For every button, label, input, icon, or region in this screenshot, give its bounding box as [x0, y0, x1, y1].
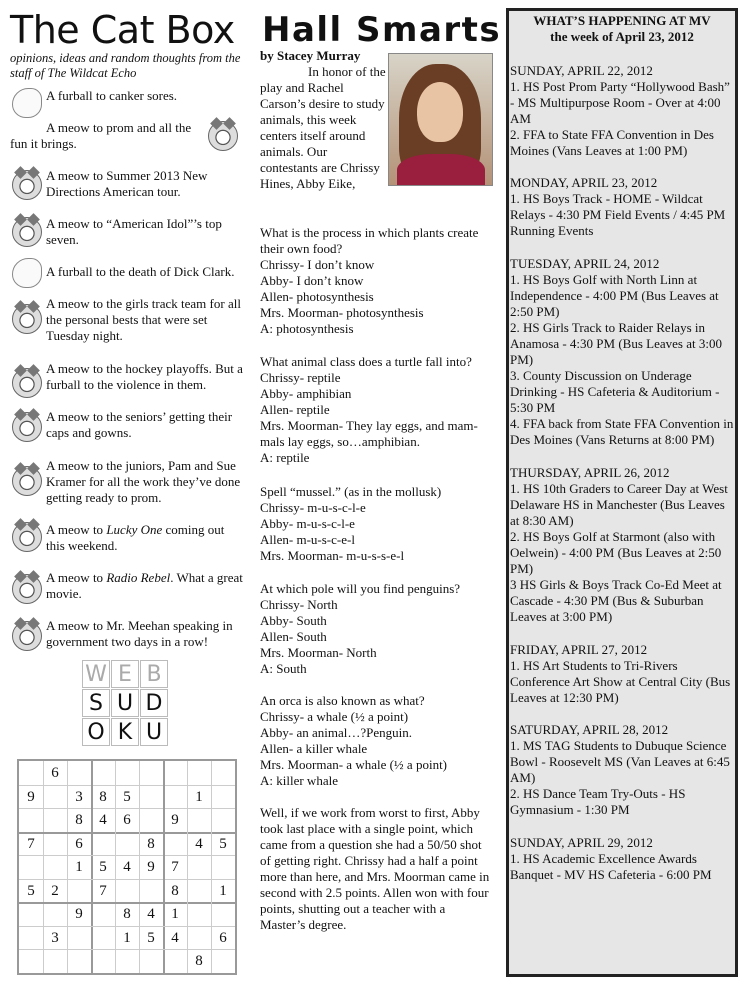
quiz-question: [260, 225, 490, 337]
calendar-subtitle: the week of April 23, 2012: [550, 29, 694, 44]
logo-letter: D: [140, 689, 168, 717]
sudoku-cell[interactable]: [43, 785, 67, 809]
sudoku-cell: 1: [195, 788, 203, 805]
sudoku-cell: 6: [51, 765, 59, 781]
sudoku-cell[interactable]: [43, 949, 67, 973]
logo-letter: W: [82, 660, 110, 688]
quiz-question: [260, 484, 490, 564]
sudoku-cell: 4: [195, 835, 203, 852]
intro-text: [260, 64, 386, 192]
logo-letter: U: [111, 689, 139, 717]
sudoku-cell[interactable]: [19, 761, 43, 785]
quiz-line: Allen- reptile: [260, 402, 330, 417]
sudoku-cell: 8: [99, 788, 107, 805]
quiz-line: Abby- an animal…?Penguin.: [260, 725, 412, 740]
calendar-day-heading: SATURDAY, APRIL 28, 2012: [510, 722, 669, 737]
sudoku-cell: 9: [147, 859, 155, 876]
events-calendar: [506, 8, 738, 977]
quiz-line: Abby- South: [260, 613, 327, 628]
sudoku-cell[interactable]: [19, 808, 43, 832]
sudoku-cell: 5: [27, 882, 35, 899]
calendar-day-heading: SUNDAY, APRIL 22, 2012: [510, 63, 653, 78]
quiz-question: [260, 354, 490, 466]
sudoku-cell[interactable]: [67, 949, 91, 973]
sudoku-cell: 4: [147, 906, 155, 923]
sudoku-cell: 6: [123, 812, 131, 829]
calendar-event: 3. County Discussion on Underage Drinking - HS Cafeteria & Auditorium - 5:30 PM: [510, 368, 720, 415]
hall-smarts-title: Hall Smarts: [262, 10, 502, 50]
calendar-event: 1. HS Boys Track - HOME - Wildcat Relays - 4:30 PM Field Events / 4:45 PM Running Events: [510, 191, 726, 238]
cat-box-item: [10, 522, 246, 554]
calendar-event: 2. HS Boys Golf at Starmont (also with Oelwein) - 4:00 PM (Bus Leaves at 2:50 PM): [510, 529, 722, 576]
calendar-day-heading: SUNDAY, APRIL 29, 2012: [510, 835, 653, 850]
cat-box-item: [10, 264, 248, 280]
sudoku-cell: 3: [75, 788, 83, 805]
quiz-line: Mrs. Moorman- North: [260, 645, 377, 660]
sudoku-cell[interactable]: [211, 902, 235, 926]
quiz-line: Mrs. Moorman- m-u-s-s-e-l: [260, 548, 405, 563]
author-photo: [388, 53, 493, 186]
sudoku-cell[interactable]: [91, 832, 115, 856]
cat-box-item-text: A meow to the juniors, Pam and Sue Kramer for all the work they’ve done getting ready to prom.: [46, 458, 241, 505]
sudoku-cell: 1: [171, 906, 179, 923]
sudoku-cell[interactable]: [43, 855, 67, 879]
sudoku-cell[interactable]: [91, 761, 115, 785]
quiz-line: Abby- amphibian: [260, 386, 352, 401]
sudoku-cell: 2: [51, 882, 59, 899]
sudoku-cell: 9: [75, 906, 83, 923]
sudoku-cell[interactable]: [115, 879, 139, 903]
quiz-line: Allen- photosynthesis: [260, 289, 374, 304]
sudoku-cell: 5: [123, 788, 131, 805]
sudoku-cell: 4: [123, 859, 131, 876]
sudoku-cell[interactable]: [211, 808, 235, 832]
cat-box-item-text: A furball to the death of Dick Clark.: [46, 264, 235, 279]
sudoku-cell[interactable]: [211, 761, 235, 785]
sudoku-cell: 4: [99, 812, 107, 829]
quiz-line: A: killer whale: [260, 773, 338, 788]
sudoku-cell[interactable]: [163, 761, 187, 785]
sudoku-cell: 9: [27, 788, 35, 805]
sudoku-cell[interactable]: [187, 926, 211, 950]
calendar-day-heading: MONDAY, APRIL 23, 2012: [510, 175, 658, 190]
calendar-title: WHAT’S HAPPENING AT MV: [533, 13, 711, 28]
sudoku-cell[interactable]: [67, 761, 91, 785]
sudoku-cell[interactable]: [139, 879, 163, 903]
logo-letter: O: [82, 718, 110, 746]
cat-box-item-text: A furball to canker sores.: [46, 88, 178, 103]
quiz-line: A: South: [260, 661, 307, 676]
sudoku-cell: 7: [27, 835, 35, 852]
sudoku-cell: 1: [123, 929, 131, 946]
cat-box-item: [10, 120, 210, 152]
sudoku-cell[interactable]: [211, 855, 235, 879]
quiz-line: Abby- m-u-s-c-l-e: [260, 516, 355, 531]
cat-box-item-text: coming out this weekend.: [46, 522, 225, 553]
calendar-day-heading: FRIDAY, APRIL 27, 2012: [510, 642, 648, 657]
sudoku-cell[interactable]: [19, 949, 43, 973]
quiz-line: Allen- a killer whale: [260, 741, 368, 756]
sudoku-cell[interactable]: [67, 879, 91, 903]
movie-title: Lucky One: [106, 522, 163, 537]
quiz-line: Allen- South: [260, 629, 327, 644]
calendar-event: 2. HS Dance Team Try-Outs - HS Gymnasium - 1:30 PM: [510, 786, 686, 817]
sudoku-cell[interactable]: [187, 808, 211, 832]
calendar-day: [509, 835, 736, 883]
sudoku-cell[interactable]: [67, 926, 91, 950]
cat-box-item-text: A meow to Mr. Meehan speaking in government two days in a row!: [46, 618, 233, 649]
quiz-line: At which pole will you find penguins?: [260, 581, 461, 596]
wildcat-icon: [208, 121, 238, 151]
quiz-line: What is the process in which plants create: [260, 225, 479, 240]
calendar-event: 1. HS 10th Graders to Career Day at West Delaware HS in Manchester (Bus Leaves at 8:30 AM): [510, 481, 728, 528]
cat-box-item-text: A meow to: [46, 522, 107, 537]
cat-box-item: [10, 570, 246, 602]
cat-box-item: [10, 168, 236, 200]
byline: by Stacey Murray: [260, 48, 361, 63]
cat-box-item-text: A meow to: [46, 570, 107, 585]
calendar-event: 1. HS Academic Excellence Awards Banquet - MV HS Cafeteria - 6:00 PM: [510, 851, 712, 882]
sudoku-cell: 6: [219, 929, 227, 946]
calendar-event: 1. HS Boys Golf with North Linn at Independence - 4:00 PM (Bus Leaves at 2:50 PM): [510, 272, 719, 319]
cat-box-item-text: A meow to prom and all the fun it brings.: [10, 120, 192, 151]
sudoku-cell[interactable]: [187, 902, 211, 926]
cat-box-item: [10, 458, 246, 506]
cat-box-subtitle-text: opinions, ideas and random thoughts from the staff of: [10, 51, 241, 80]
sudoku-cell[interactable]: [187, 855, 211, 879]
calendar-event: 1. HS Art Students to Tri-Rivers Conference Art Show at Central City (Bus Leaves at 12:30 PM): [510, 658, 731, 705]
sudoku-cell[interactable]: [43, 832, 67, 856]
quiz-line: their own food?: [260, 241, 343, 256]
cat-box-item-text: A meow to Summer 2013 New Directions American tour.: [46, 168, 208, 199]
quiz-line: Mrs. Moorman- They lay eggs, and mam-: [260, 418, 478, 433]
sudoku-cell[interactable]: [163, 785, 187, 809]
quiz-line: Abby- I don’t know: [260, 273, 364, 288]
calendar-event: 3 HS Girls & Boys Track Co-Ed Meet at Cascade - 4:30 PM (Bus & Suburban Leaves at 3:00 PM): [510, 577, 722, 624]
sudoku-cell: 1: [219, 882, 227, 899]
calendar-event: 2. FFA to State FFA Convention in Des Moines (Vans Leaves at 1:00 PM): [510, 127, 714, 158]
sudoku-cell[interactable]: [115, 832, 139, 856]
web-sudoku-logo: [82, 660, 168, 748]
logo-letter: B: [140, 660, 168, 688]
quiz-question: [260, 693, 490, 789]
calendar-day: [509, 63, 736, 159]
calendar-event: 1. MS TAG Students to Dubuque Science Bowl - Roosevelt MS (Van Leaves at 6:45 AM): [510, 738, 730, 785]
sudoku-cell[interactable]: [43, 902, 67, 926]
sudoku-cell[interactable]: [91, 949, 115, 973]
sudoku-cell: 4: [171, 929, 179, 946]
sudoku-cell: 3: [51, 929, 59, 946]
logo-letter: S: [82, 689, 110, 717]
quiz-line: Chrissy- reptile: [260, 370, 341, 385]
calendar-day-heading: THURSDAY, APRIL 26, 2012: [510, 465, 670, 480]
logo-letter: U: [140, 718, 168, 746]
publication-name: The Wildcat Echo: [47, 66, 137, 80]
cat-box-item-text: A meow to the seniors’ getting their caps and gowns.: [46, 409, 233, 440]
sudoku-cell[interactable]: [19, 902, 43, 926]
cat-box-item-text: A meow to the girls track team for all the personal bests that were set Tuesday night.: [46, 296, 241, 343]
sudoku-cell[interactable]: [211, 949, 235, 973]
sudoku-cell: 9: [171, 812, 179, 829]
quiz-line: Mrs. Moorman- a whale (½ a point): [260, 757, 448, 772]
sudoku-cell: 1: [75, 859, 83, 876]
quiz-line: mals lay eggs, so…amphibian.: [260, 434, 420, 449]
sudoku-cell: 8: [147, 835, 155, 852]
sudoku-cell: 7: [171, 859, 179, 876]
calendar-day: [509, 256, 736, 448]
calendar-event: 4. FFA back from State FFA Convention in Des Moines (Vans Returns at 8:00 PM): [510, 416, 734, 447]
calendar-day: [509, 175, 736, 239]
intro-paragraph: In honor of the play and Rachel Carson’s desire to study animals, this week centers itself around animals. Our contestants are Chrissy Hines, Abby Eike,: [260, 64, 386, 191]
quiz-line: What animal class does a turtle fall into?: [260, 354, 472, 369]
cat-box-item: [10, 296, 246, 344]
sudoku-cell: 8: [171, 882, 179, 899]
sudoku-cell: 6: [75, 835, 83, 852]
cat-box-item: [10, 409, 248, 441]
sudoku-cell[interactable]: [139, 808, 163, 832]
sudoku-cell: 5: [99, 859, 107, 876]
quiz-line: Chrissy- I don’t know: [260, 257, 375, 272]
sudoku-cell[interactable]: [19, 926, 43, 950]
sudoku-cell: 8: [195, 953, 203, 970]
quiz-line: Spell “mussel.” (as in the mollusk): [260, 484, 442, 499]
sudoku-cell[interactable]: [19, 855, 43, 879]
sudoku-cell[interactable]: [139, 785, 163, 809]
cat-box-item: [10, 618, 248, 650]
logo-letter: E: [111, 660, 139, 688]
sudoku-cell[interactable]: [91, 902, 115, 926]
sudoku-cell: 5: [147, 929, 155, 946]
quiz-line: Chrissy- a whale (½ a point): [260, 709, 409, 724]
sudoku-cell[interactable]: [187, 761, 211, 785]
cat-box-item-text: . What a great movie.: [46, 570, 243, 601]
quiz-line: An orca is also known as what?: [260, 693, 425, 708]
calendar-day: [509, 642, 736, 706]
calendar-day: [509, 722, 736, 818]
quiz-line: Chrissy- North: [260, 597, 338, 612]
quiz-line: Chrissy- m-u-s-c-l-e: [260, 500, 366, 515]
movie-title: Radio Rebel: [106, 570, 171, 585]
sudoku-cell[interactable]: [115, 761, 139, 785]
quiz-line: A: reptile: [260, 450, 310, 465]
sudoku-cell[interactable]: [43, 808, 67, 832]
cat-box-subtitle: [10, 51, 250, 81]
cat-box-item-text: A meow to “American Idol”’s top seven.: [46, 216, 222, 247]
sudoku-cell: 7: [99, 882, 107, 899]
cat-box-item: [10, 361, 248, 393]
calendar-event: 1. HS Post Prom Party “Hollywood Bash” - MS Multipurpose Room - Over at 4:00 AM: [510, 79, 730, 126]
sudoku-cell[interactable]: [139, 761, 163, 785]
sudoku-cell[interactable]: [115, 949, 139, 973]
cat-box-item-text: A meow to the hockey playoffs. But a furball to the violence in them.: [46, 361, 243, 392]
sudoku-cell: 8: [123, 906, 131, 923]
cat-box-item: [10, 216, 236, 248]
quiz-question: [260, 581, 490, 677]
quiz-line: Allen- m-u-s-c-e-l: [260, 532, 355, 547]
cat-box-title: The Cat Box: [10, 8, 235, 52]
quiz-line: A: photosynthesis: [260, 321, 354, 336]
sudoku-cell: 5: [219, 835, 227, 852]
calendar-event: 2. HS Girls Track to Raider Relays in Anamosa - 4:30 PM (Bus Leaves at 3:00 PM): [510, 320, 722, 367]
sudoku-cell[interactable]: [139, 949, 163, 973]
sudoku-cell[interactable]: [187, 879, 211, 903]
quiz-line: Mrs. Moorman- photosynthesis: [260, 305, 424, 320]
calendar-day: [509, 465, 736, 625]
conclusion-paragraph: Well, if we work from worst to first, Abby took last place with a single point, which came from a question she had a 50/50 shot of getting right. Chrissy had a half a point more than here, and Mrs. Moorman came in second with 2.5 points. Allen won with four points, shutting out a teacher with a Master’s degree.: [260, 805, 490, 932]
calendar-day-heading: TUESDAY, APRIL 24, 2012: [510, 256, 660, 271]
logo-letter: K: [111, 718, 139, 746]
sudoku-cell[interactable]: [91, 926, 115, 950]
sudoku-grid: [17, 759, 237, 975]
cat-box-item: [10, 88, 248, 104]
sudoku-cell[interactable]: [211, 785, 235, 809]
sudoku-cell[interactable]: [163, 832, 187, 856]
sudoku-cell[interactable]: [163, 949, 187, 973]
sudoku-cell: 8: [75, 812, 83, 829]
